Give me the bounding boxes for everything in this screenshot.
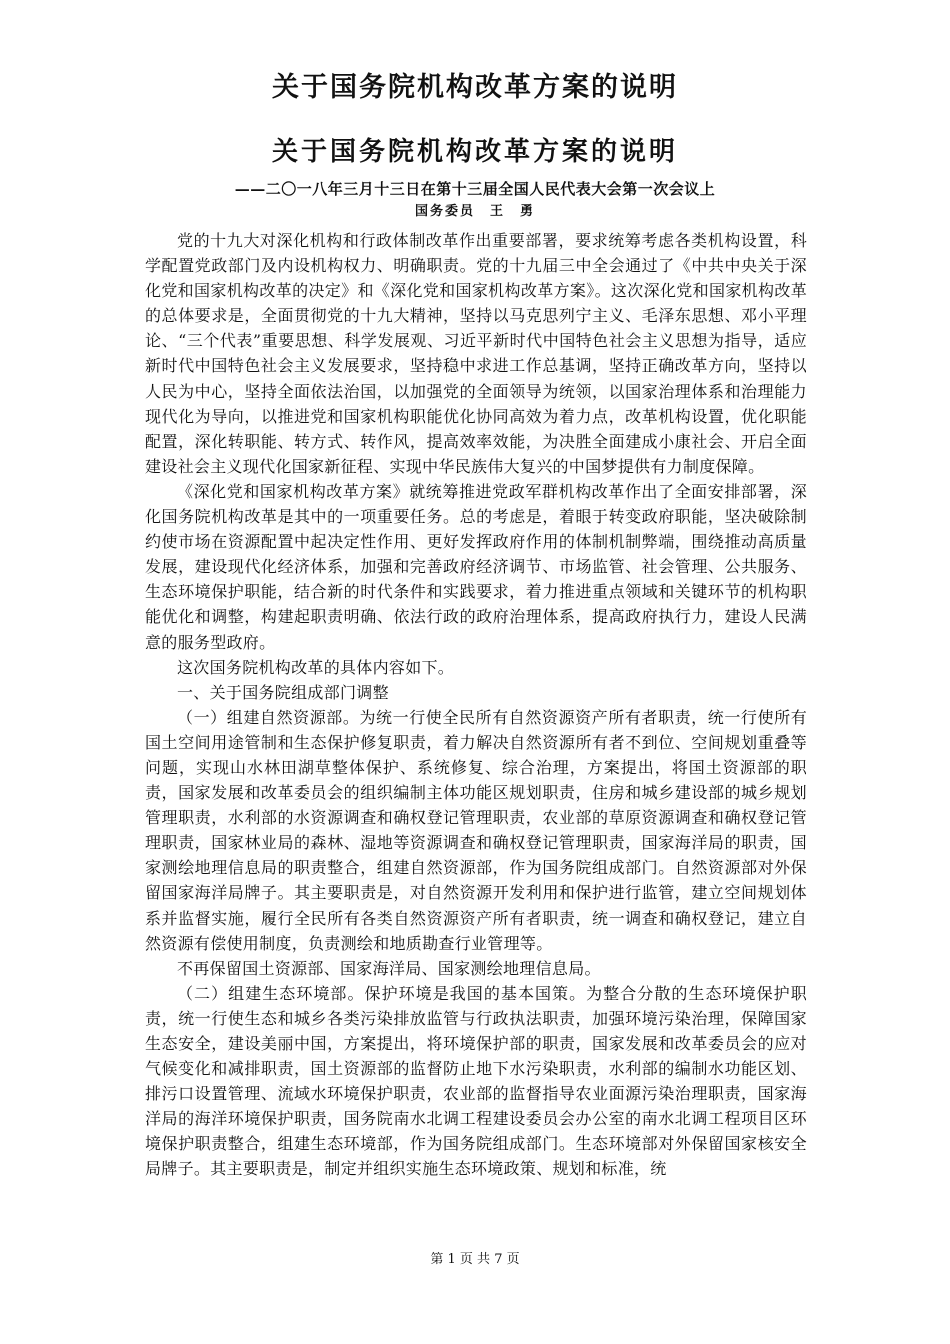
author-line: 国务委员 王 勇 [414, 204, 535, 219]
paragraph: 党的十九大对深化机构和行政体制改革作出重要部署，要求统筹考虑各类机构设置，科学配置党政部门及内设机构权力、明确职责。党的十九届三中全会通过了《中共中央关于深化党和国家机构改革的决定》和《深化党和国家机构改革方案》。这次深化党和国家机构改革的总体要求是，全面贯彻党的十九大精神，坚持以马克思列宁主义、毛泽东思想、邓小平理论、“三个代表”重要思想、科学发展观、习近平新时代中国特色社会主义思想为指导，适应新时代中国特色社会主义发展要求，坚持稳中求进工作总基调，坚持正确改革方向，坚持以人民为中心，坚持全面依法治国，以加强党的全面领导为统领，以国家治理体系和治理能力现代化为导向，以推进党和国家机构职能优化协同高效为着力点，改革机构设置，优化职能配置，深化转职能、转方式、转作风，提高效率效能，为决胜全面建成小康社会、开启全面建设社会主义现代化国家新征程、实现中华民族伟大复兴的中国梦提供有力制度保障。 [145, 231, 807, 476]
document-header-title: 关于国务院机构改革方案的说明 [272, 72, 678, 103]
page-title: 关于国务院机构改革方案的说明 [271, 137, 678, 167]
paragraph: 不再保留国土资源部、国家海洋局、国家测绘地理信息局。 [177, 958, 601, 978]
page-number-footer: 第 1 页 共 7 页 [430, 1252, 520, 1267]
paragraph: （二）组建生态环境部。保护环境是我国的基本国策。为整合分散的生态环境保护职责，统一行使生态和城乡各类污染排放监管与行政执法职责，加强环境污染治理，保障国家生态安全，建设美丽中国，方案提出，将环境保护部的职责，国家发展和改革委员会的应对气候变化和减排职责，国土资源部的监督防止地下水污染职责，水利部的编制水功能区划、排污口设置管理、流域水环境保护职责，农业部的监督指导农业面源污染治理职责，国家海洋局的海洋环境保护职责，国务院南水北调工程建设委员会办公室的南水北调工程项目区环境保护职责整合，组建生态环境部，作为国务院组成部门。生态环境部对外保留国家核安全局牌子。其主要职责是，制定并组织实施生态环境政策、规划和标准，统 [145, 983, 807, 1179]
section-heading: 一、关于国务院组成部门调整 [177, 682, 389, 702]
paragraph: （一）组建自然资源部。为统一行使全民所有自然资源资产所有者职责，统一行使所有国土空间用途管制和生态保护修复职责，着力解决自然资源所有者不到位、空间规划重叠等问题，实现山水林田湖草整体保护、系统修复、综合治理，方案提出，将国土资源部的职责，国家发展和改革委员会的组织编制主体功能区规划职责，住房和城乡建设部的城乡规划管理职责，水利部的水资源调查和确权登记管理职责，农业部的草原资源调查和确权登记管理职责，国家林业局的森林、湿地等资源调查和确权登记管理职责，国家海洋局的职责，国家测绘地理信息局的职责整合，组建自然资源部，作为国务院组成部门。自然资源部对外保留国家海洋局牌子。其主要职责是，对自然资源开发利用和保护进行监管，建立空间规划体系并监督实施，履行全民所有各类自然资源资产所有者职责，统一调查和确权登记，建立自然资源有偿使用制度，负责测绘和地质勘查行业管理等。 [145, 707, 807, 953]
paragraph: 《深化党和国家机构改革方案》就统筹推进党政军群机构改革作出了全面安排部署，深化国务院机构改革是其中的一项重要任务。总的考虑是，着眼于转变政府职能，坚决破除制约使市场在资源配置中起决定性作用、更好发挥政府作用的体制机制弊端，围绕推动高质量发展，建设现代化经济体系，加强和完善政府经济调节、市场监管、社会管理、公共服务、生态环境保护职能，结合新的时代条件和实践要求，着力推进重点领域和关键环节的机构职能优化和调整，构建起职责明确、依法行政的政府治理体系，提高政府执行力，建设人民满意的服务型政府。 [145, 481, 807, 652]
paragraph: 这次国务院机构改革的具体内容如下。 [177, 657, 455, 677]
subtitle: ——二〇一八年三月十三日在第十三届全国人民代表大会第一次会议上 [234, 180, 716, 198]
document-body [145, 228, 807, 1182]
